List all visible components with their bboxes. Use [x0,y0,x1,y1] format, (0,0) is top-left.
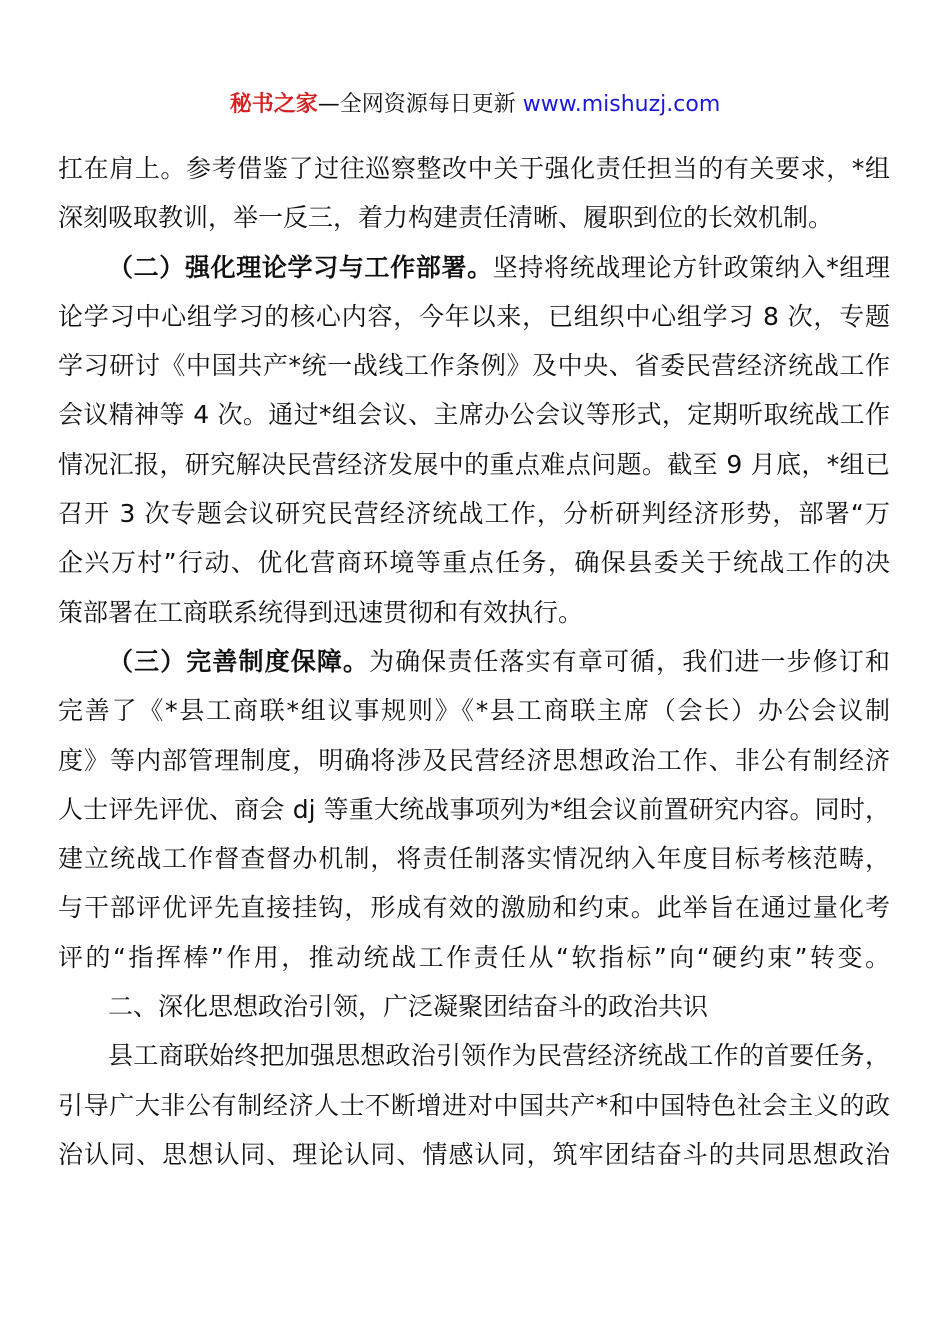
paragraph-text: 为确保责任落实有章可循，我们进一步修订和 [369,646,890,676]
section-heading: （三）完善制度保障。 [108,646,370,676]
paragraph-line: 建立统战工作督查督办机制，将责任制落实情况纳入年度目标考核范畴， [58,844,890,874]
paragraph-line: 深刻吸取教训，举一反三，着力构建责任清晰、履职到位的长效机制。 [58,203,834,233]
paragraph-line: 会议精神等 4 次。通过*组会议、主席办公会议等形式，定期听取统战工作 [58,400,890,430]
paragraph-line: 治认同、思想认同、理论认同、情感认同，筑牢团结奋斗的共同思想政治 [58,1139,890,1169]
site-tagline: —全网资源每日更新 [317,92,523,117]
paragraph-line: 企兴万村”行动、优化营商环境等重点任务，确保县委关于统战工作的决 [58,548,890,578]
paragraph-line: 策部署在工商联系统得到迅速贯彻和有效执行。 [58,597,584,627]
paragraph-line: 学习研讨《中国共产*统一战线工作条例》及中央、省委民营经济统战工作 [58,351,890,381]
site-header [0,88,950,122]
chapter-heading: 二、深化思想政治引领，广泛凝聚团结奋斗的政治共识 [108,992,709,1022]
paragraph-line: 扛在肩上。参考借鉴了过往巡察整改中关于强化责任担当的有关要求，*组 [58,154,890,183]
paragraph-line: 论学习中心组学习的核心内容，今年以来，已组织中心组学习 8 次，专题 [58,301,890,331]
site-brand: 秘书之家 [229,92,318,117]
paragraph-line: 召开 3 次专题会议研究民营经济统战工作，分析研判经济形势，部署“万 [58,499,890,529]
paragraph-line: 引导广大非公有制经济人士不断增进对中国共产*和中国特色社会主义的政 [58,1090,890,1120]
paragraph-line: 评的“指挥棒”作用，推动统战工作责任从“软指标”向“硬约束”转变。 [58,942,890,972]
paragraph-line: 情况汇报，研究解决民营经济发展中的重点难点问题。截至 9 月底，*组已 [58,449,890,479]
paragraph-line: 度》等内部管理制度，明确将涉及民营经济思想政治工作、非公有制经济 [58,745,890,775]
section-heading: （二）强化理论学习与工作部署。 [108,252,493,282]
section-3-paragraph [58,637,890,686]
paragraph-line: 完善了《*县工商联*组议事规则》《*县工商联主席（会长）办公会议制 [58,696,890,726]
paragraph-line: 人士评先评优、商会 dj 等重大统战事项列为*组会议前置研究内容。同时， [58,794,890,824]
section-2-paragraph [58,243,890,292]
site-url-link[interactable]: www.mishuzj.com [522,92,721,117]
paragraph-line: 县工商联始终把加强思想政治引领作为民营经济统战工作的首要任务， [108,1041,890,1071]
paragraph-text: 坚持将统战理论方针政策纳入*组理 [492,252,890,282]
document-body [58,144,890,1179]
paragraph-line: 与干部评优评先直接挂钩，形成有效的激励和约束。此举旨在通过量化考 [58,893,890,923]
